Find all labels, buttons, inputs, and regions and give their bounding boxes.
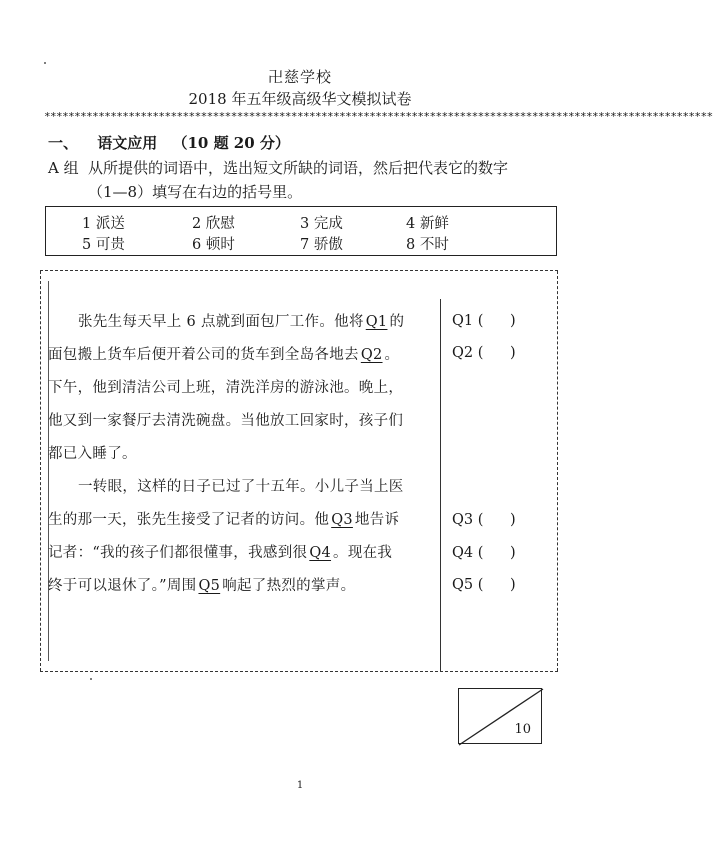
group-a-instruction [48,156,558,204]
exam-title: 2018 年五年级高级华文模拟试卷 [188,90,412,108]
answer-close: ) [510,545,516,561]
blank-q2: Q2 [360,347,383,363]
blank-q3: Q3 [331,512,353,528]
passage-text-run: 张先生每天早上 6 点就到面包厂工作。他将 [78,314,364,330]
word-option: 1 派送 [82,216,125,232]
group-a-label: A 组 [48,159,79,177]
answer-label: Q1 ( [452,313,484,329]
scan-speck [44,62,46,64]
page-number: 1 [296,780,304,791]
answer-label: Q4 ( [452,545,484,561]
answer-close: ) [510,577,516,593]
answer-close: ) [510,345,516,361]
answer-label: Q2 ( [452,345,484,361]
word-option: 5 可贵 [82,237,125,253]
blank-q4: Q4 [309,545,332,561]
score-total: 10 [514,722,531,737]
word-option: 6 顿时 [192,237,235,253]
instruction-line-2: （1—8）填写在右边的括号里。 [88,183,303,201]
section-number: 一、 [48,134,79,152]
answer-slot-q3[interactable] [452,512,516,528]
passage-text-run: 生的那一天，张先生接受了记者的访问。他 [48,512,330,528]
passage-line: 一转眼，这样的日子已过了十五年。小儿子当上医 [78,479,404,495]
answer-slot-q2[interactable] [452,345,516,361]
score-box[interactable] [458,688,542,744]
passage-text-run: 地告诉 [354,512,400,528]
passage-text-run: 。现在我 [333,545,393,561]
passage-text-run: 记者：“我的孩子们都很懂事，我感到很 [48,545,308,561]
answer-slot-q1[interactable] [452,313,516,329]
star-divider: *************************************************************************************************************** [44,110,713,123]
passage-line: 他又到一家餐厅去清洗碗盘。当他放工回家时，孩子们 [48,413,404,429]
passage-text [48,306,438,603]
word-option: 4 新鲜 [406,216,449,232]
blank-q5: Q5 [198,578,221,594]
passage-line: 都已入睡了。 [48,446,137,462]
passage-text-run: 终于可以退休了。”周围 [48,578,197,594]
word-option: 3 完成 [300,216,343,232]
passage-line: 下午，他到清洁公司上班，清洗洋房的游泳池。晚上， [48,380,404,396]
passage-text-run: 响起了热烈的掌声。 [222,578,356,594]
answer-close: ) [510,512,516,528]
passage-text-run: 。 [384,347,400,363]
word-option: 8 不时 [406,237,449,253]
passage-text-run: 面包搬上货车后便开着公司的货车到全岛各地去 [48,347,359,363]
word-option: 7 骄傲 [300,237,343,253]
answer-label: Q5 ( [452,577,484,593]
answer-slot-q5[interactable] [452,577,516,593]
word-option: 2 欣慰 [192,216,235,232]
school-name: 卍慈学校 [267,68,332,86]
passage-text-run: 的 [389,314,405,330]
section-score: （10 题 20 分） [172,134,290,152]
answer-slot-q4[interactable] [452,545,516,561]
section-heading [48,132,290,153]
answer-label: Q3 ( [452,512,484,528]
answer-close: ) [510,313,516,329]
section-name: 语文应用 [97,134,158,152]
blank-q1: Q1 [365,314,388,330]
word-bank [45,206,557,256]
answer-column-divider [440,299,441,671]
scan-speck [90,678,92,680]
instruction-line-1: 从所提供的词语中，选出短文所缺的词语，然后把代表它的数字 [88,159,509,177]
